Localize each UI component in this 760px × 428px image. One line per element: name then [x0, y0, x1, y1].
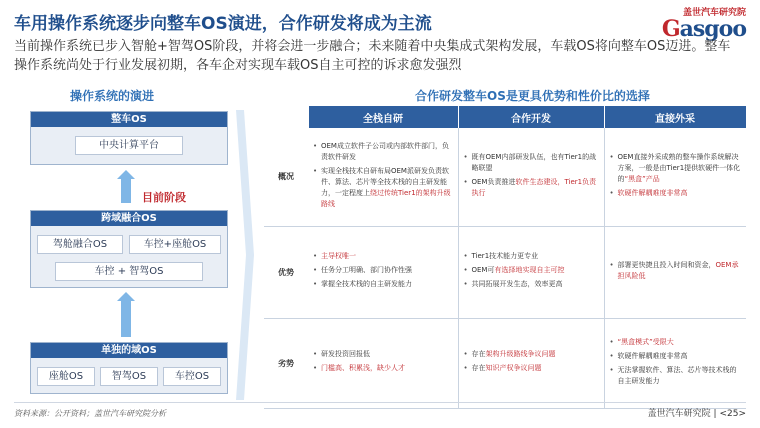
section-divider-chevron	[236, 110, 254, 400]
table-row	[264, 128, 746, 226]
level-cell: 车控+座舱OS	[129, 235, 221, 254]
bullet-item: • OEM可有选择地实现自主可控	[472, 265, 600, 276]
bullet-item	[321, 251, 454, 262]
footer-institute: 盖世汽车研究院 | <25>	[647, 409, 746, 419]
evolution-heading: 操作系统的演进	[70, 89, 155, 103]
table-cell	[604, 226, 746, 318]
column-header: 合作开发	[458, 106, 604, 128]
footer-divider	[14, 402, 746, 403]
bullet-item: • 既有OEM内部研发队伍，也有Tier1的战略联盟	[472, 152, 600, 174]
highlight-text: OEM承担风险低	[617, 260, 739, 280]
comparison-heading: 合作研发整车OS是更具优势和性价比的选择	[415, 89, 650, 103]
bullet-item: • 实现全栈技术自研布局OEM派研发负责软件、算法、芯片等全技术栈的自主研发能力，一定程度上绕过传统Tier1的架构升级路线	[321, 166, 454, 210]
level-cell: 座舱OS	[37, 367, 95, 386]
highlight-text: 软硬件解耦难度非常高	[617, 188, 688, 197]
level-title: 单独的域OS	[31, 343, 227, 358]
highlight-text: 有选择地实现自主可控	[494, 266, 565, 274]
highlight-text: 门槛高、积累浅，缺少人才	[321, 364, 405, 372]
bullet-item: • 存在架构升级路线争议问题	[472, 349, 600, 360]
bullet-item: • Tier1技术能力更专业	[472, 251, 600, 262]
table-row	[264, 226, 746, 318]
bullet-item: • 存在知识产权争议问题	[472, 363, 600, 374]
bullet-item: • OEM直接外采成熟的整车操作系统解决方案，一般是由Tier1提供软硬件一体化的“黑盒”产品	[618, 152, 743, 185]
highlight-text: “黑盒”产品	[624, 174, 660, 183]
page-subtitle: 当前操作系统已步入智舱+智驾OS阶段，并将会进一步融合；未来随着中央集成式架构发展，车载OS将向整车OS迈进。整车操作系统尚处于行业发展初期，各车企对实现车载OS自主可控的诉求愈发强烈	[14, 39, 731, 73]
table-cell	[458, 226, 604, 318]
bullet-item: • 共同拓展开发生态，效率更高	[472, 279, 600, 290]
arrow-shaft	[121, 179, 131, 203]
level-cell: 中央计算平台	[75, 136, 183, 155]
bullet-item	[618, 188, 743, 199]
column-header: 全栈自研	[308, 106, 458, 128]
arrow-up-icon	[117, 292, 135, 301]
arrow-shaft	[121, 301, 131, 337]
logo-wordmark: Gasgoo	[661, 16, 746, 42]
bullet-item: • 掌握全技术栈的自主研发能力	[321, 279, 454, 290]
table-row	[264, 318, 746, 408]
level-cell: 车控 + 智驾OS	[55, 262, 203, 281]
level-single-domain-os	[30, 342, 228, 394]
level-vehicle-os	[30, 111, 228, 165]
bullet-item: • 任务分工明确、部门协作性强	[321, 265, 454, 276]
footer-source: 资料来源：公开资料；盖世汽车研究院分析	[14, 409, 166, 418]
table-cell	[604, 128, 746, 226]
level-cell: 驾舱融合OS	[37, 235, 123, 254]
table-cell	[458, 318, 604, 408]
highlight-text: “黑盒模式”受限大	[617, 337, 674, 346]
table-cell	[308, 226, 458, 318]
highlight-text: 架构升级路线争议问题	[485, 350, 556, 358]
table-cell	[604, 318, 746, 408]
comparison-table	[264, 106, 747, 409]
bullet-item: • 无法掌握软件、算法、芯片等技术栈的自主研发能力	[618, 365, 743, 387]
table-cell	[308, 128, 458, 226]
row-label: 优势	[264, 226, 308, 318]
page-number: <25>	[719, 409, 746, 419]
row-label: 劣势	[264, 318, 308, 408]
bullet-item: • 研发投资回报低	[321, 349, 454, 360]
highlight-text: 知识产权争议问题	[485, 364, 542, 372]
arrow-up-icon	[117, 170, 135, 179]
current-stage-label: 目前阶段	[142, 191, 186, 204]
level-cross-domain-os	[30, 210, 228, 288]
page-title: 车用操作系统逐步向整车OS演进，合作研发将成为主流	[14, 14, 432, 34]
level-title: 跨域融合OS	[31, 211, 227, 226]
bullet-item	[321, 363, 454, 374]
bullet-item: • 软硬件解耦难度非常高	[618, 351, 743, 362]
logo-brand-text: 盖世汽车研究院	[682, 8, 746, 18]
highlight-text: 软件生态建设，Tier1负责执行	[471, 177, 597, 197]
level-title: 整车OS	[31, 112, 227, 127]
highlight-text: 主导权唯一	[321, 252, 356, 260]
level-cell: 车控OS	[163, 367, 221, 386]
row-label: 概况	[264, 128, 308, 226]
bullet-item: • OEM负责推进软件生态建设，Tier1负责执行	[472, 177, 600, 199]
bullet-item	[618, 337, 743, 348]
table-header-row	[264, 106, 746, 128]
table-cell	[458, 128, 604, 226]
column-header: 直接外采	[604, 106, 746, 128]
level-cell: 智驾OS	[100, 367, 158, 386]
table-cell	[308, 318, 458, 408]
highlight-text: 绕过传统Tier1的架构升级路线	[321, 188, 451, 208]
bullet-item: • 部署更快捷且投入时间和资金，OEM承担风险低	[618, 260, 743, 282]
bullet-item: • OEM成立软件子公司或内部软件部门，负责软件研发	[321, 141, 454, 163]
